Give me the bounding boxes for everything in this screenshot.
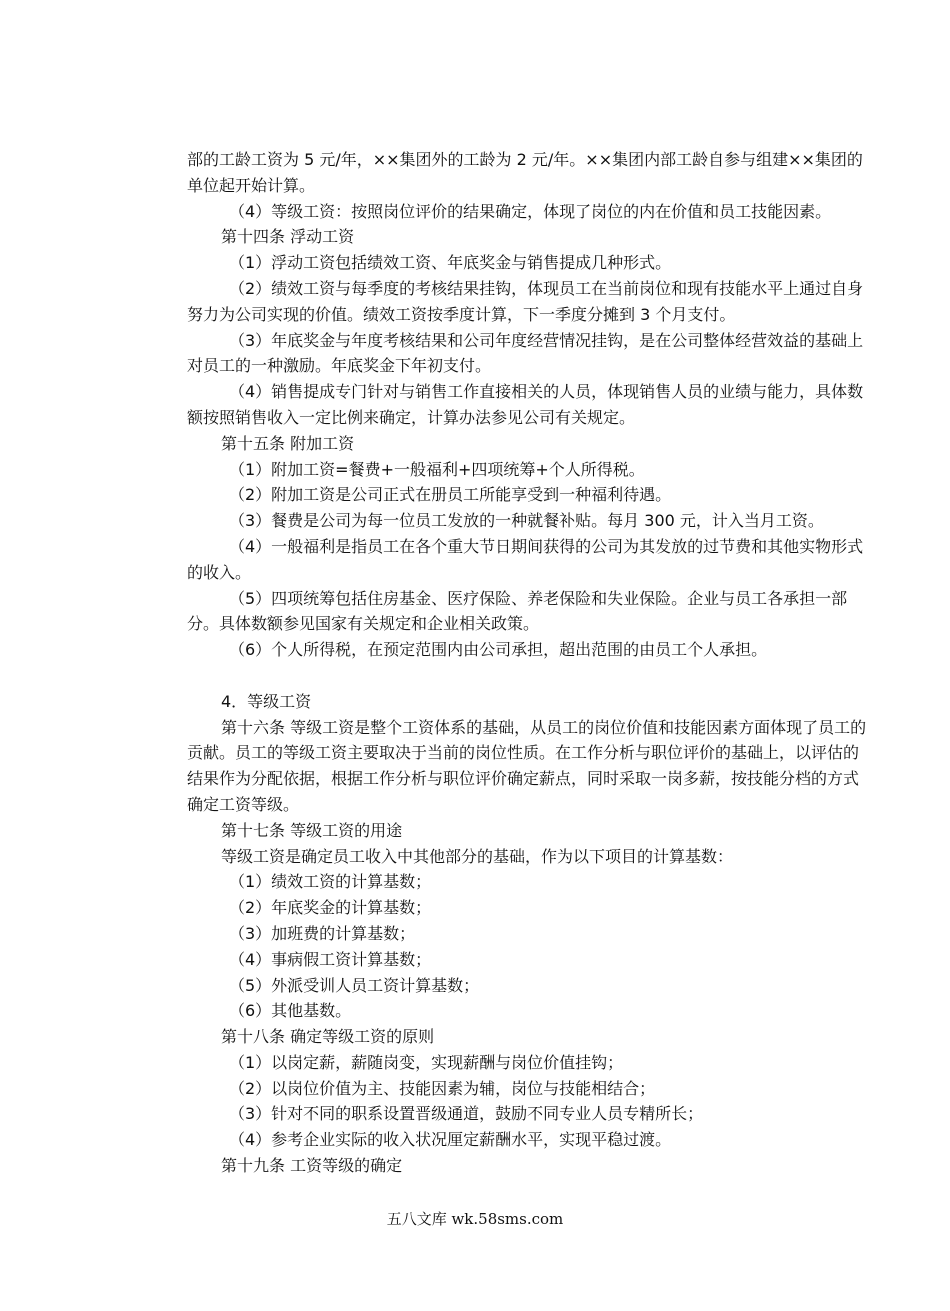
paragraph: 第十九条 工资等级的确定 — [221, 1156, 403, 1176]
paragraph: （4）事病假工资计算基数； — [229, 949, 432, 969]
paragraph: （2）绩效工资与每季度的考核结果挂钩，体现员工在当前岗位和现有技能水平上通过自身努力为公司实现的价值。绩效工资按季度计算，下一季度分摊到 3 个月支付。 — [187, 278, 864, 324]
paragraph: （3）加班费的计算基数； — [229, 923, 416, 943]
paragraph: 第十五条 附加工资 — [221, 433, 355, 453]
paragraph: （1）浮动工资包括绩效工资、年底奖金与销售提成几种形式。 — [229, 253, 672, 273]
paragraph: （5）四项统筹包括住房基金、医疗保险、养老保险和失业保险。企业与员工各承担一部分。具体数额参见国家有关规定和企业相关政策。 — [187, 588, 848, 634]
paragraph: （1）以岗定薪，薪随岗变，实现薪酬与岗位价值挂钩； — [229, 1052, 624, 1072]
paragraph: （2）以岗位价值为主、技能因素为辅，岗位与技能相结合； — [229, 1078, 656, 1098]
paragraph: 第十七条 等级工资的用途 — [221, 820, 403, 840]
paragraph: （3）年底奖金与年度考核结果和公司年度经营情况挂钩，是在公司整体经营效益的基础上对员工的一种激励。年底奖金下年初支付。 — [187, 330, 864, 376]
paragraph: 第十八条 确定等级工资的原则 — [221, 1027, 435, 1047]
paragraph: （3）餐费是公司为每一位员工发放的一种就餐补贴。每月 300 元，计入当月工资。 — [229, 511, 824, 531]
paragraph: 第十六条 等级工资是整个工资体系的基础，从员工的岗位价值和技能因素方面体现了员工的贡献。员工的等级工资主要取决于当前的岗位性质。在工作分析与职位评价的基础上，以评估的结果作为分配依据，根据工作分析与职位评价确定薪点，同时采取一岗多薪，按技能分档的方式确定工资等级。 — [187, 717, 867, 814]
paragraph: （6）个人所得税，在预定范围内由公司承担，超出范围的由员工个人承担。 — [229, 640, 768, 660]
footer-watermark: 五八文库 wk.58sms.com — [386, 1210, 564, 1228]
blank-line — [187, 663, 867, 689]
paragraph: 第十四条 浮动工资 — [221, 227, 355, 247]
paragraph: （4）销售提成专门针对与销售工作直接相关的人员，体现销售人员的业绩与能力，具体数额按照销售收入一定比例来确定，计算办法参见公司有关规定。 — [187, 382, 864, 427]
paragraph: （4）参考企业实际的收入状况厘定薪酬水平，实现平稳过渡。 — [229, 1130, 672, 1150]
paragraph: （6）其他基数。 — [229, 1001, 352, 1021]
paragraph: 部的工龄工资为 5 元/年，××集团外的工龄为 2 元/年。××集团内部工龄自参与组建××集团的单位起开始计算。 — [187, 150, 863, 195]
paragraph: （3）针对不同的职系设置晋级通道，鼓励不同专业人员专精所长； — [229, 1104, 704, 1124]
paragraph: （1）绩效工资的计算基数； — [229, 872, 432, 892]
document-body — [187, 147, 867, 1179]
paragraph: 等级工资是确定员工收入中其他部分的基础，作为以下项目的计算基数： — [221, 846, 734, 866]
paragraph: （4）等级工资：按照岗位评价的结果确定，体现了岗位的内在价值和员工技能因素。 — [229, 201, 832, 221]
paragraph: （5）外派受训人员工资计算基数； — [229, 975, 480, 995]
paragraph: 4．等级工资 — [221, 691, 312, 711]
paragraph: （4）一般福利是指员工在各个重大节日期间获得的公司为其发放的过节费和其他实物形式的收入。 — [187, 536, 864, 582]
paragraph: （2）年底奖金的计算基数； — [229, 898, 432, 918]
paragraph: （1）附加工资=餐费+一般福利+四项统筹+个人所得税。 — [229, 459, 645, 479]
paragraph: （2）附加工资是公司正式在册员工所能享受到一种福利待遇。 — [229, 485, 672, 505]
